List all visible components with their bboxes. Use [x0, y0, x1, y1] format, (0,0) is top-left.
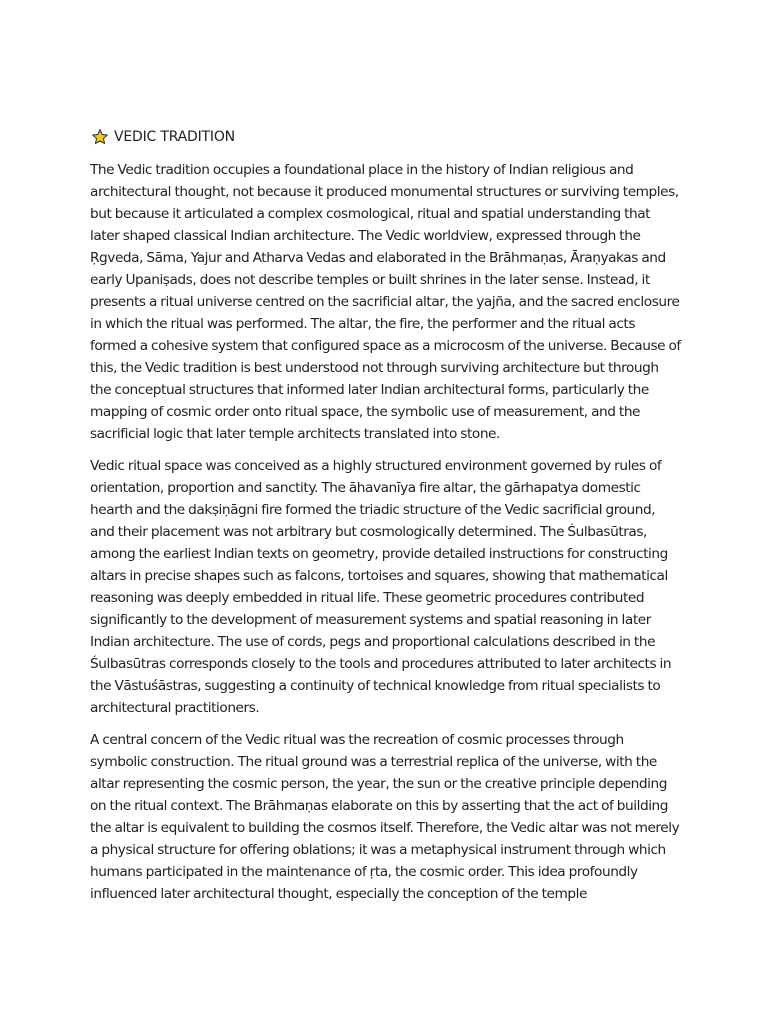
section-heading [90, 125, 682, 149]
document-page [90, 125, 682, 915]
paragraph-3: A central concern of the Vedic ritual was the recreation of cosmic processes through symbolic construction. The ritual ground was a terrestrial replica of the universe, with the altar representing the cosmic person, the year, the sun or the creative principle depending on the ritual context. The Brāhmaṇas elaborate on this by asserting that the act of building the altar is equivalent to building the cosmos itself. Therefore, the Vedic altar was not merely a physical structure for offering oblations; it was a metaphysical instrument through which humans participated in the maintenance of ṛta, the cosmic order. This idea profoundly influenced later architectural thought, especially the conception of the temple [90, 732, 680, 902]
section-heading-text: VEDIC TRADITION [114, 129, 235, 145]
star-icon [90, 127, 110, 147]
paragraph-1: The Vedic tradition occupies a foundational place in the history of Indian religious and architectural thought, not because it produced monumental structures or surviving temples, but because it articulated a complex cosmological, ritual and spatial understanding that later shaped classical Indian architecture. The Vedic worldview, expressed through the Ṛgveda, Sāma, Yajur and Atharva Vedas and elaborated in the Brāhmaṇas, Āraṇyakas and early Upaniṣads, does not describe temples or built shrines in the later sense. Instead, it presents a ritual universe centred on the sacrificial altar, the yajña, and the sacred enclosure in which the ritual was performed. The altar, the fire, the performer and the ritual acts formed a cohesive system that configured space as a microcosm of the universe. Because of this, the Vedic tradition is best understood not through surviving architecture but through the conceptual structures that informed later Indian architectural forms, particularly the mapping of cosmic order onto ritual space, the symbolic use of measurement, and the sacrificial logic that later temple architects translated into stone. [90, 162, 681, 442]
paragraph-2: Vedic ritual space was conceived as a highly structured environment governed by rules of orientation, proportion and sanctity. The āhavanīya fire altar, the gārhapatya domestic hearth and the dakṣiṇāgni fire formed the triadic structure of the Vedic sacrificial ground, and their placement was not arbitrary but cosmologically determined. The Śulbasūtras, among the earliest Indian texts on geometry, provide detailed instructions for constructing altars in precise shapes such as falcons, tortoises and squares, showing that mathematical reasoning was deeply embedded in ritual life. These geometric procedures contributed significantly to the development of measurement systems and spatial reasoning in later Indian architecture. The use of cords, pegs and proportional calculations described in the Śulbasūtras corresponds closely to the tools and procedures attributed to later architects in the Vāstuśāstras, suggesting a continuity of technical knowledge from ritual specialists to architectural practitioners. [90, 458, 672, 716]
